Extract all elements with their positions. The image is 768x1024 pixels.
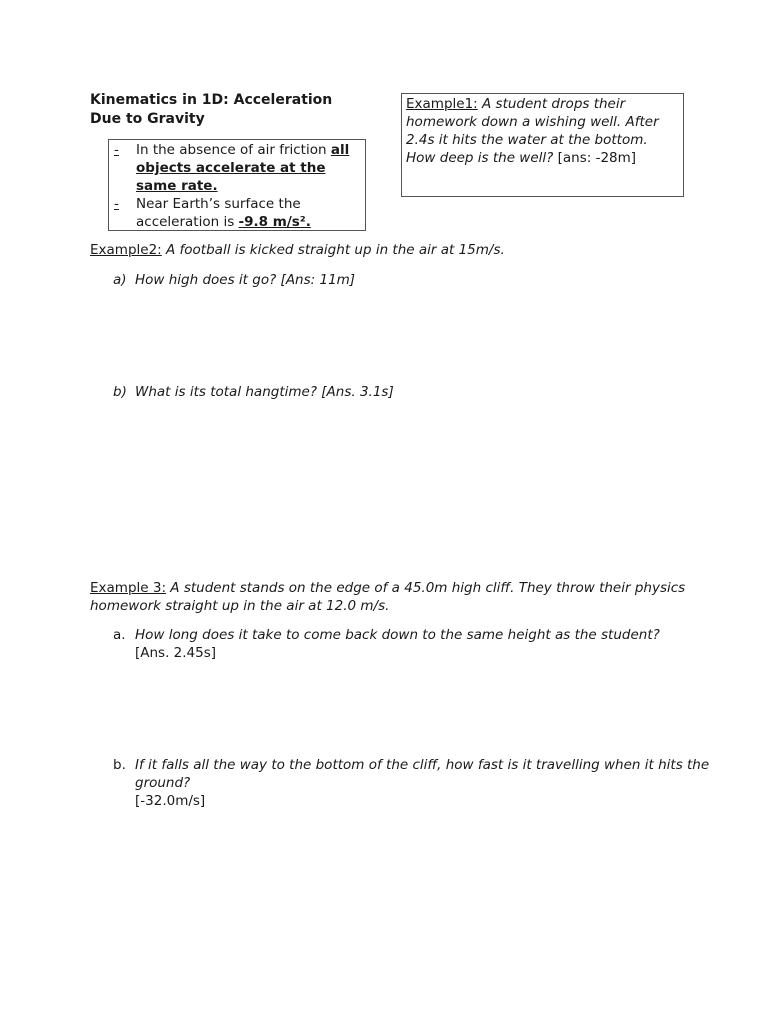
dash-bullet: - [114,142,119,158]
part-text: If it falls all the way to the bottom of the cliff, how fast is it travelling when it hits the ground? [135,757,710,791]
example2-prompt [90,241,730,259]
example1-box [401,93,684,197]
part-label: a) [113,272,127,288]
example1-label: Example1: [406,96,478,112]
part-label: a. [113,627,126,643]
key-point-1 [114,141,359,195]
part-answer: [-32.0m/s] [135,793,206,809]
page-title: Kinematics in 1D: Acceleration Due to Gravity [90,92,333,127]
part-text: What is its total hangtime? [Ans. 3.1s] [135,384,394,400]
example2-part-a [113,271,713,289]
example2-question: A football is kicked straight up in the air at 15m/s. [161,242,505,258]
key-point-1-plain: In the absence of air friction [136,142,331,158]
example3-part-b [113,756,713,810]
key-point-2-plain: Near Earth’s surface the acceleration is [136,196,301,230]
example2-label: Example2: [90,242,162,258]
example2-part-b [113,383,713,401]
part-answer: [Ans. 2.45s] [135,645,217,661]
example3-prompt [90,579,690,615]
part-label: b) [113,384,127,400]
key-points-box [108,139,366,231]
part-content [135,626,713,662]
part-text: How long does it take to come back down to the same height as the student? [135,627,660,643]
part-label: b. [113,757,126,773]
example3-part-a [113,626,713,662]
key-point-1-text [136,141,359,195]
part-content [135,756,713,810]
key-point-2-text [136,195,359,231]
key-point-1-emphasis: all objects accelerate at the same rate. [136,142,350,194]
example3-label: Example 3: [90,580,166,596]
dash-bullet: - [114,196,119,212]
part-text: How high does it go? [Ans: 11m] [135,272,356,288]
key-point-2-emphasis: -9.8 m/s². [238,214,311,230]
example1-answer: [ans: -28m] [553,150,637,166]
example1-question: A student drops their homework down a wishing well. After 2.4s it hits the water at the bottom. How deep is the well? [406,96,659,166]
example3-question: A student stands on the edge of a 45.0m high cliff. They throw their physics homework straight up in the air at 12.0 m/s. [90,580,686,614]
key-point-2 [114,195,359,231]
